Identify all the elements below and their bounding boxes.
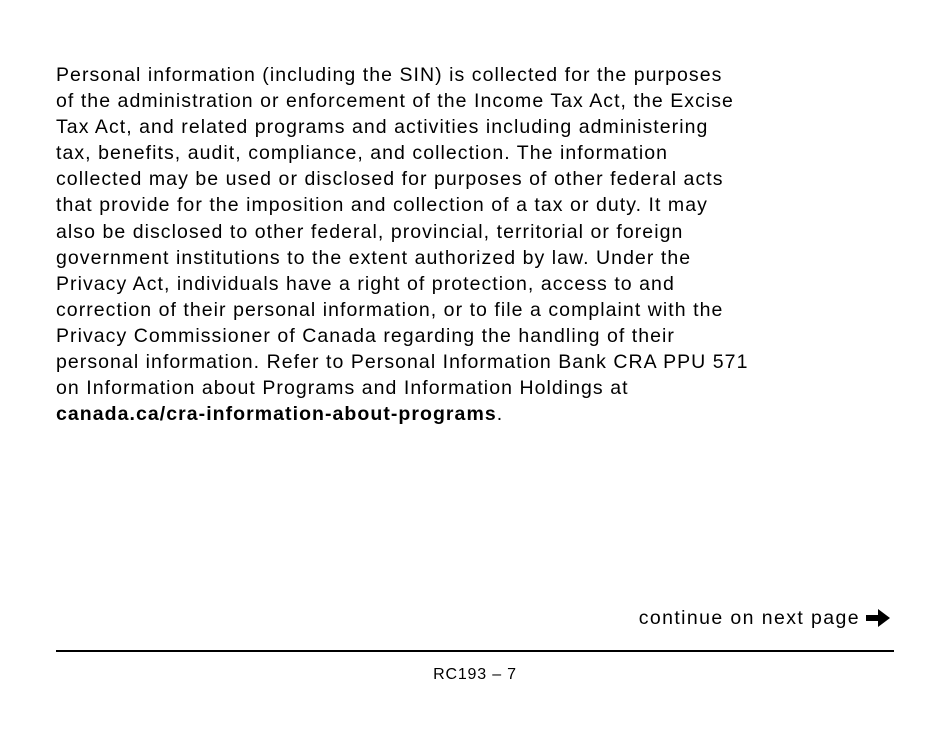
paragraph-line-5: collected may be used or disclosed for purposes of other federal acts <box>56 168 724 191</box>
continue-label: continue on next page <box>638 606 860 629</box>
paragraph-line-10: correction of their personal information, or to file a complaint with the <box>56 298 724 321</box>
paragraph-line-13: on Information about Programs and Information Holdings at <box>56 377 629 400</box>
paragraph-line-8: government institutions to the extent authorized by law. Under the <box>56 246 692 269</box>
paragraph-line-14 <box>56 401 896 427</box>
paragraph-line-1: Personal information (including the SIN) is collected for the purposes <box>56 64 723 86</box>
page-number: RC193 – 7 <box>433 666 517 683</box>
continue-next-page <box>639 606 892 630</box>
paragraph-line-7: also be disclosed to other federal, provincial, territorial or foreign <box>56 220 684 243</box>
paragraph-line-12: personal information. Refer to Personal Information Bank CRA PPU 571 <box>56 351 749 374</box>
paragraph-line-4: tax, benefits, audit, compliance, and collection. The information <box>56 142 669 165</box>
paragraph-line-11: Privacy Commissioner of Canada regarding the handling of their <box>56 324 675 347</box>
paragraph-line-2: of the administration or enforcement of the Income Tax Act, the Excise <box>56 90 734 113</box>
footer-divider <box>56 650 894 652</box>
link-suffix: . <box>496 403 504 426</box>
paragraph-line-3: Tax Act, and related programs and activities including administering <box>56 116 709 139</box>
privacy-notice-paragraph <box>56 62 896 427</box>
programs-link[interactable]: canada.ca/cra-information-about-programs <box>56 403 497 426</box>
paragraph-line-6: that provide for the imposition and collection of a tax or duty. It may <box>56 194 708 217</box>
paragraph-line-9: Privacy Act, individuals have a right of protection, access to and <box>56 272 675 295</box>
arrow-right-icon <box>864 606 892 630</box>
